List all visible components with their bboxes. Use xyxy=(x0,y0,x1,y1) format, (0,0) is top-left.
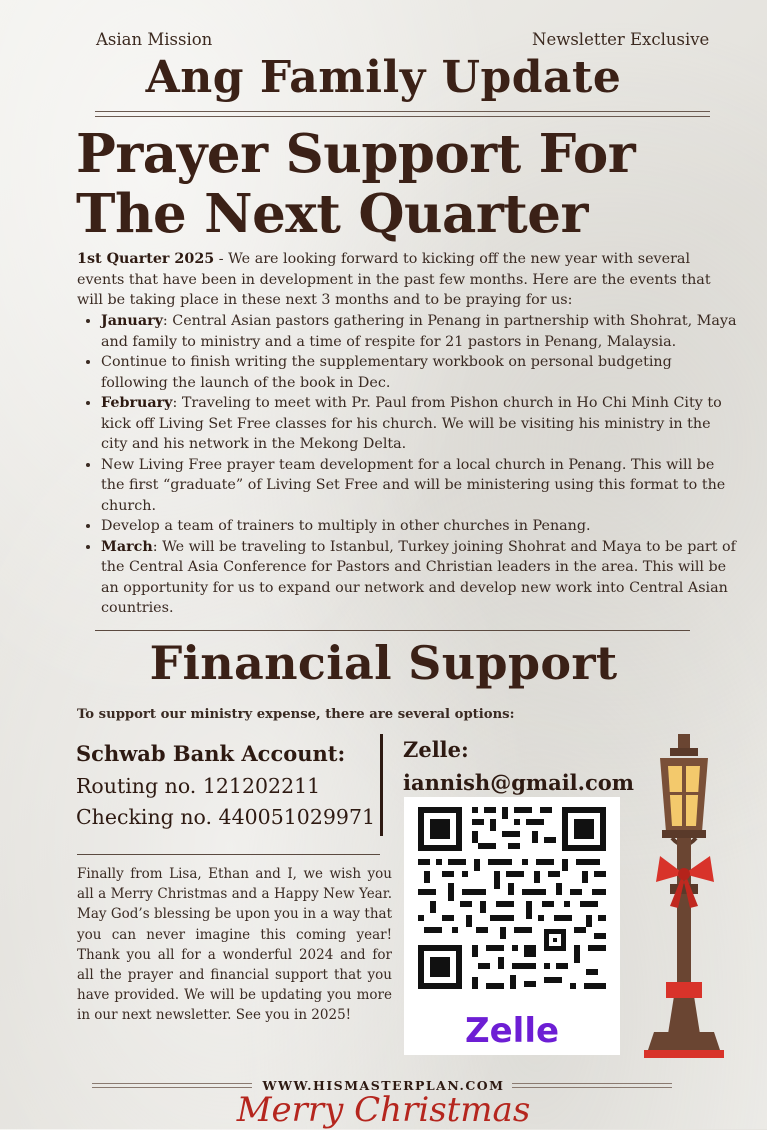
header-divider xyxy=(95,111,710,117)
list-item xyxy=(101,393,741,455)
intro-text: - We are looking forward to kicking off the new year with several events that have been in development in the past few months. Here are the events that will be taking place in these next 3 months and to be praying for us: xyxy=(77,251,711,308)
list-item xyxy=(101,455,741,517)
zelle-email[interactable]: iannish@gmail.com xyxy=(403,770,634,795)
list-item xyxy=(101,537,741,619)
header-right-label: Newsletter Exclusive xyxy=(532,30,710,49)
list-item xyxy=(101,352,741,393)
closing-divider xyxy=(77,854,380,855)
main-headline xyxy=(76,124,716,244)
event-month: January xyxy=(101,313,163,329)
event-text: New Living Free prayer team development for a local church in Penang. This will be the first “graduate” of Living Set Free and will be ministering using this format to the church. xyxy=(101,456,726,514)
event-text: Develop a team of trainers to multiply in other churches in Penang. xyxy=(101,518,591,534)
zelle-qr-card xyxy=(404,797,620,1055)
list-item xyxy=(101,516,741,537)
christmas-greeting: Merry Christmas xyxy=(236,1090,531,1130)
intro-paragraph xyxy=(77,249,717,311)
headline-line-2: The Next Quarter xyxy=(76,183,588,245)
headline-line-1: Prayer Support For xyxy=(76,123,636,185)
routing-number: Routing no. 121202211 xyxy=(76,774,321,798)
header-left-label: Asian Mission xyxy=(96,30,213,49)
checking-number: Checking no. 440051029971 xyxy=(76,805,376,829)
vertical-divider xyxy=(380,734,383,836)
closing-paragraph: Finally from Lisa, Ethan and I, we wish you all a Merry Christmas and a Happy New Year. May God’s blessing be upon you in a way that you can never imagine this coming year! Thank you all for a wonderful 2024 and for all the prayer and financial support that you have provided. We will be updating you more in our next newsletter. See you in 2025! xyxy=(77,866,392,1024)
newsletter-title: Ang Family Update xyxy=(145,52,622,103)
intro-lead: 1st Quarter 2025 xyxy=(77,251,215,267)
financial-title: Financial Support xyxy=(149,636,618,690)
website-link[interactable]: WWW.HISMASTERPLAN.COM xyxy=(262,1078,505,1093)
zelle-label: Zelle: xyxy=(403,737,469,762)
events-list xyxy=(77,311,741,619)
event-month: February xyxy=(101,395,173,411)
qr-code-icon xyxy=(404,797,620,997)
bank-account-title: Schwab Bank Account: xyxy=(76,741,346,766)
event-text: : We will be traveling to Istanbul, Turkey joining Shohrat and Maya to be part of the Central Asia Conference for Pastors and Christian leaders in the area. This will be an opportunity for us to expand our network and develop new work into Central Asian countries. xyxy=(101,538,736,616)
financial-intro: To support our ministry expense, there are several options: xyxy=(77,707,515,722)
event-month: March xyxy=(101,538,153,555)
list-item xyxy=(101,311,741,352)
event-text: : Central Asian pastors gathering in Penang in partnership with Shohrat, Maya and family to ministry and a time of respite for 21 pastors in Penang, Malaysia. xyxy=(101,313,737,350)
section-divider xyxy=(95,630,690,631)
lamp-post-icon xyxy=(630,734,740,1064)
zelle-logo: Zelle xyxy=(464,1011,560,1051)
event-text: Continue to finish writing the supplementary workbook on personal budgeting following the launch of the book in Dec. xyxy=(101,354,672,391)
event-text: : Traveling to meet with Pr. Paul from Pishon church in Ho Chi Minh City to kick off Living Set Free classes for his church. We will be visiting his ministry in the city and his network in the Mekong Delta. xyxy=(101,395,722,452)
